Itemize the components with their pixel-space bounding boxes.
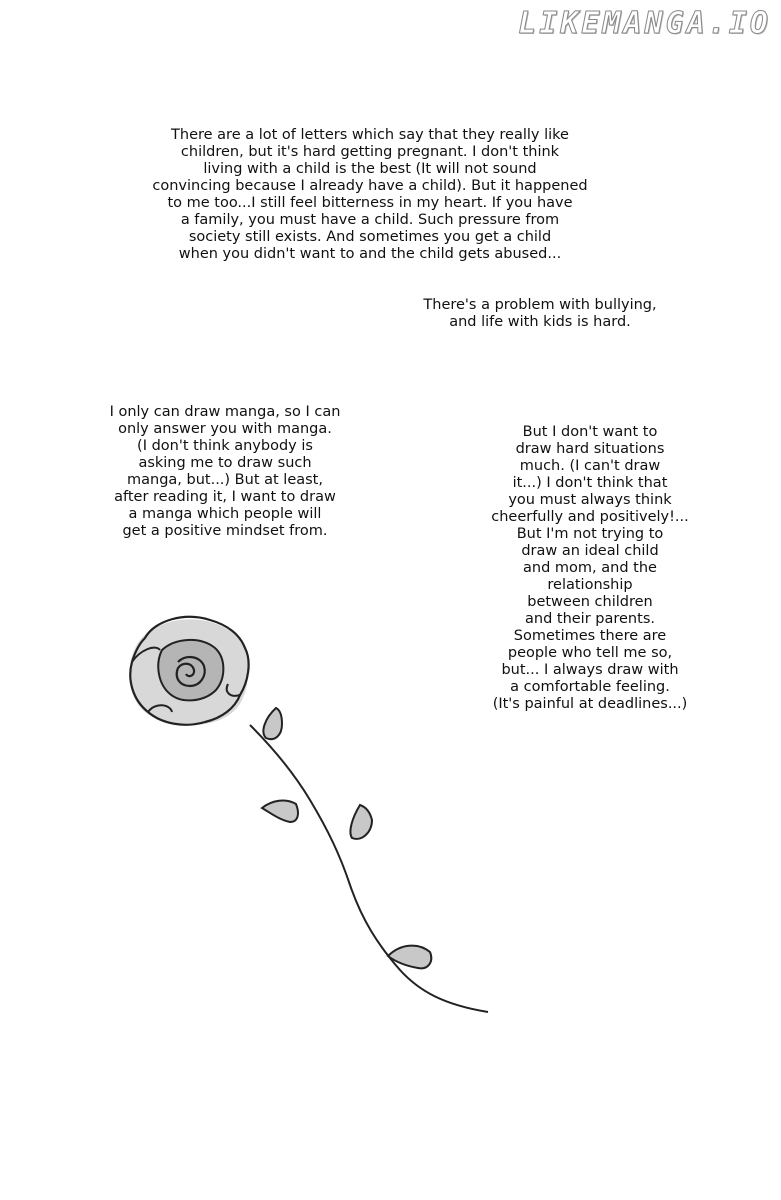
text-line: society still exists. And sometimes you get a child	[188, 229, 552, 245]
text-line: to me too...I still feel bitterness in my heart. If you have	[167, 195, 573, 211]
text-line: only answer you with manga.	[118, 421, 332, 437]
text-line: But I don't want to	[522, 424, 658, 440]
text-line: it...) I don't think that	[512, 475, 668, 491]
rose-leaf-1	[263, 708, 282, 739]
text-line: (I don't think anybody is	[137, 438, 313, 454]
text-line: I only can draw manga, so I can	[109, 404, 341, 420]
rose-leaf-3	[350, 805, 372, 839]
text-line: and their parents.	[525, 611, 655, 627]
text-line: asking me to draw such	[138, 455, 312, 471]
text-line: a manga which people will	[128, 506, 322, 522]
text-line: children, but it's hard getting pregnant. I don't think	[180, 144, 560, 160]
text-line: manga, but...) But at least,	[127, 472, 323, 488]
text-line: Sometimes there are	[513, 628, 667, 644]
text-line: But I'm not trying to	[516, 526, 664, 542]
text-line: draw hard situations	[515, 441, 665, 457]
text-line: relationship	[547, 577, 633, 593]
text-line: a family, you must have a child. Such pressure from	[180, 212, 560, 228]
rose-stem	[250, 725, 488, 1012]
text-line: get a positive mindset from.	[122, 523, 328, 539]
text-line: There's a problem with bullying,	[423, 297, 657, 313]
text-line: cheerfully and positively!...	[491, 509, 689, 525]
text-line: (It's painful at deadlines...)	[492, 696, 688, 712]
rose-leaf-2	[262, 801, 298, 822]
text-line: a comfortable feeling.	[510, 679, 670, 695]
text-block-draw-manga	[90, 404, 360, 540]
rose-illustration	[100, 600, 520, 1040]
site-watermark: LIKEMANGA.IO	[518, 6, 771, 41]
text-block-children-letters	[140, 127, 600, 263]
text-line: people who tell me so,	[507, 645, 673, 661]
text-line: There are a lot of letters which say that they really like	[171, 127, 569, 143]
text-line: after reading it, I want to draw	[114, 489, 336, 505]
text-line: but... I always draw with	[501, 662, 679, 678]
text-line: and life with kids is hard.	[449, 314, 631, 330]
text-line: between children	[527, 594, 653, 610]
text-line: convincing because I already have a child). But it happened	[152, 178, 588, 194]
text-block-bullying	[400, 297, 680, 331]
text-line: much. (I can't draw	[519, 458, 661, 474]
text-line: when you didn't want to and the child gets abused...	[178, 246, 562, 262]
text-line: living with a child is the best (It will not sound	[203, 161, 537, 177]
text-line: draw an ideal child	[521, 543, 659, 559]
text-line: you must always think	[508, 492, 672, 508]
text-line: and mom, and the	[523, 560, 657, 576]
rose-inner-petals	[158, 640, 223, 700]
